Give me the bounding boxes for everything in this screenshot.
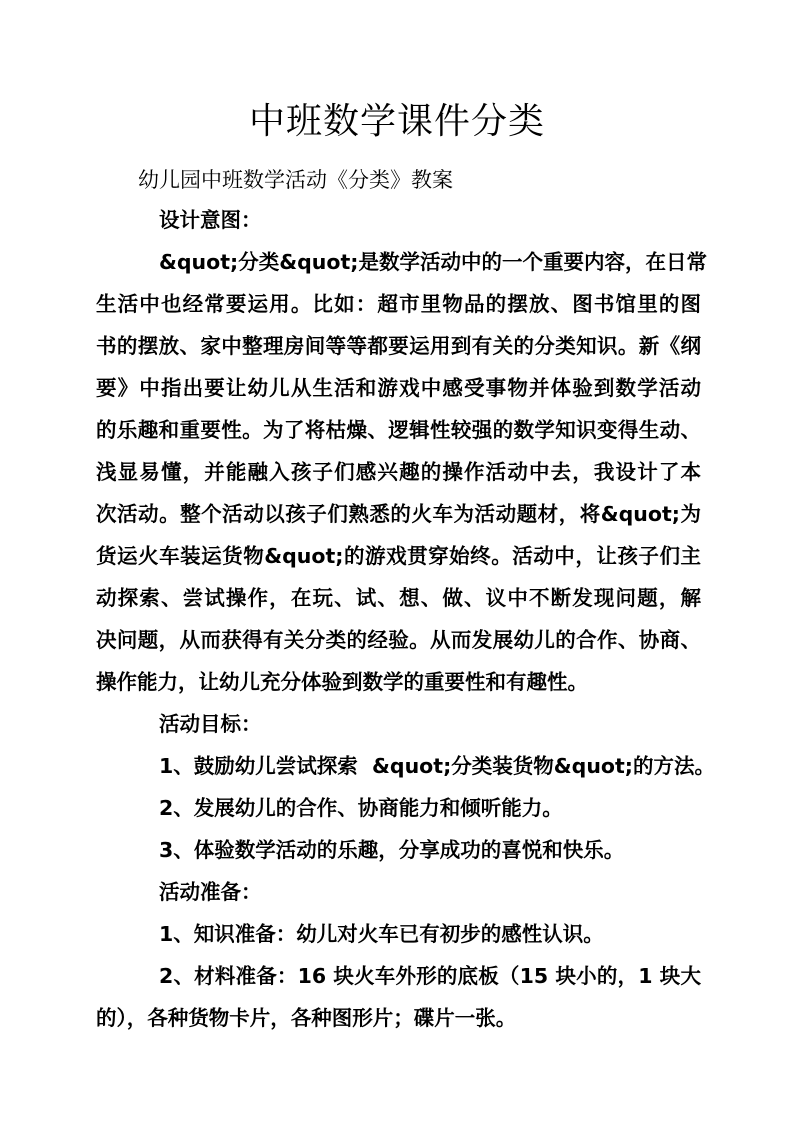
design-paragraph-line: 货运火车装运货物&quot;的游戏贯穿始终。活动中，让孩子们主 — [96, 544, 701, 568]
prep-item: 2、材料准备：16 块火车外形的底板（15 块小的，1 块大 — [159, 964, 701, 988]
design-paragraph-line: 操作能力，让幼儿充分体验到数学的重要性和有趣性。 — [96, 670, 588, 694]
prep-item-continued: 的），各种货物卡片，各种图形片；碟片一张。 — [96, 1006, 517, 1030]
design-paragraph-line: 决问题，从而获得有关分类的经验。从而发展幼儿的合作、协商、 — [96, 628, 701, 652]
design-paragraph-line: 浅显易懂，并能融入孩子们感兴趣的操作活动中去，我设计了本 — [96, 460, 701, 484]
design-paragraph-line: 生活中也经常要运用。比如：超市里物品的摆放、图书馆里的图 — [96, 292, 701, 316]
page-title: 中班数学课件分类 — [248, 101, 545, 142]
design-paragraph-line: 要》中指出要让幼儿从生活和游戏中感受事物并体验到数学活动 — [96, 376, 701, 400]
prep-heading: 活动准备： — [159, 880, 262, 904]
design-paragraph-line: 动探索、尝试操作，在玩、试、想、做、议中不断发现问题，解 — [96, 586, 701, 610]
goal-item: 2、发展幼儿的合作、协商能力和倾听能力。 — [159, 796, 563, 820]
design-paragraph-line: 的乐趣和重要性。为了将枯燥、逻辑性较强的数学知识变得生动、 — [96, 418, 701, 442]
design-paragraph-line: 书的摆放、家中整理房间等等都要运用到有关的分类知识。新《纲 — [96, 334, 701, 358]
goal-item: 3、体验数学活动的乐趣，分享成功的喜悦和快乐。 — [159, 838, 625, 862]
prep-item: 1、知识准备：幼儿对火车已有初步的感性认识。 — [159, 922, 604, 946]
document-subtitle: 幼儿园中班数学活动《分类》教案 — [138, 168, 453, 192]
goals-heading: 活动目标： — [159, 712, 262, 736]
design-heading: 设计意图： — [159, 208, 262, 232]
design-paragraph-line: &quot;分类&quot;是数学活动中的一个重要内容，在日常 — [159, 250, 707, 274]
goal-item: 1、鼓励幼儿尝试探索 &quot;分类装货物&quot;的方法。 — [159, 754, 715, 778]
design-paragraph-line: 次活动。整个活动以孩子们熟悉的火车为活动题材，将&quot;为 — [96, 502, 701, 526]
